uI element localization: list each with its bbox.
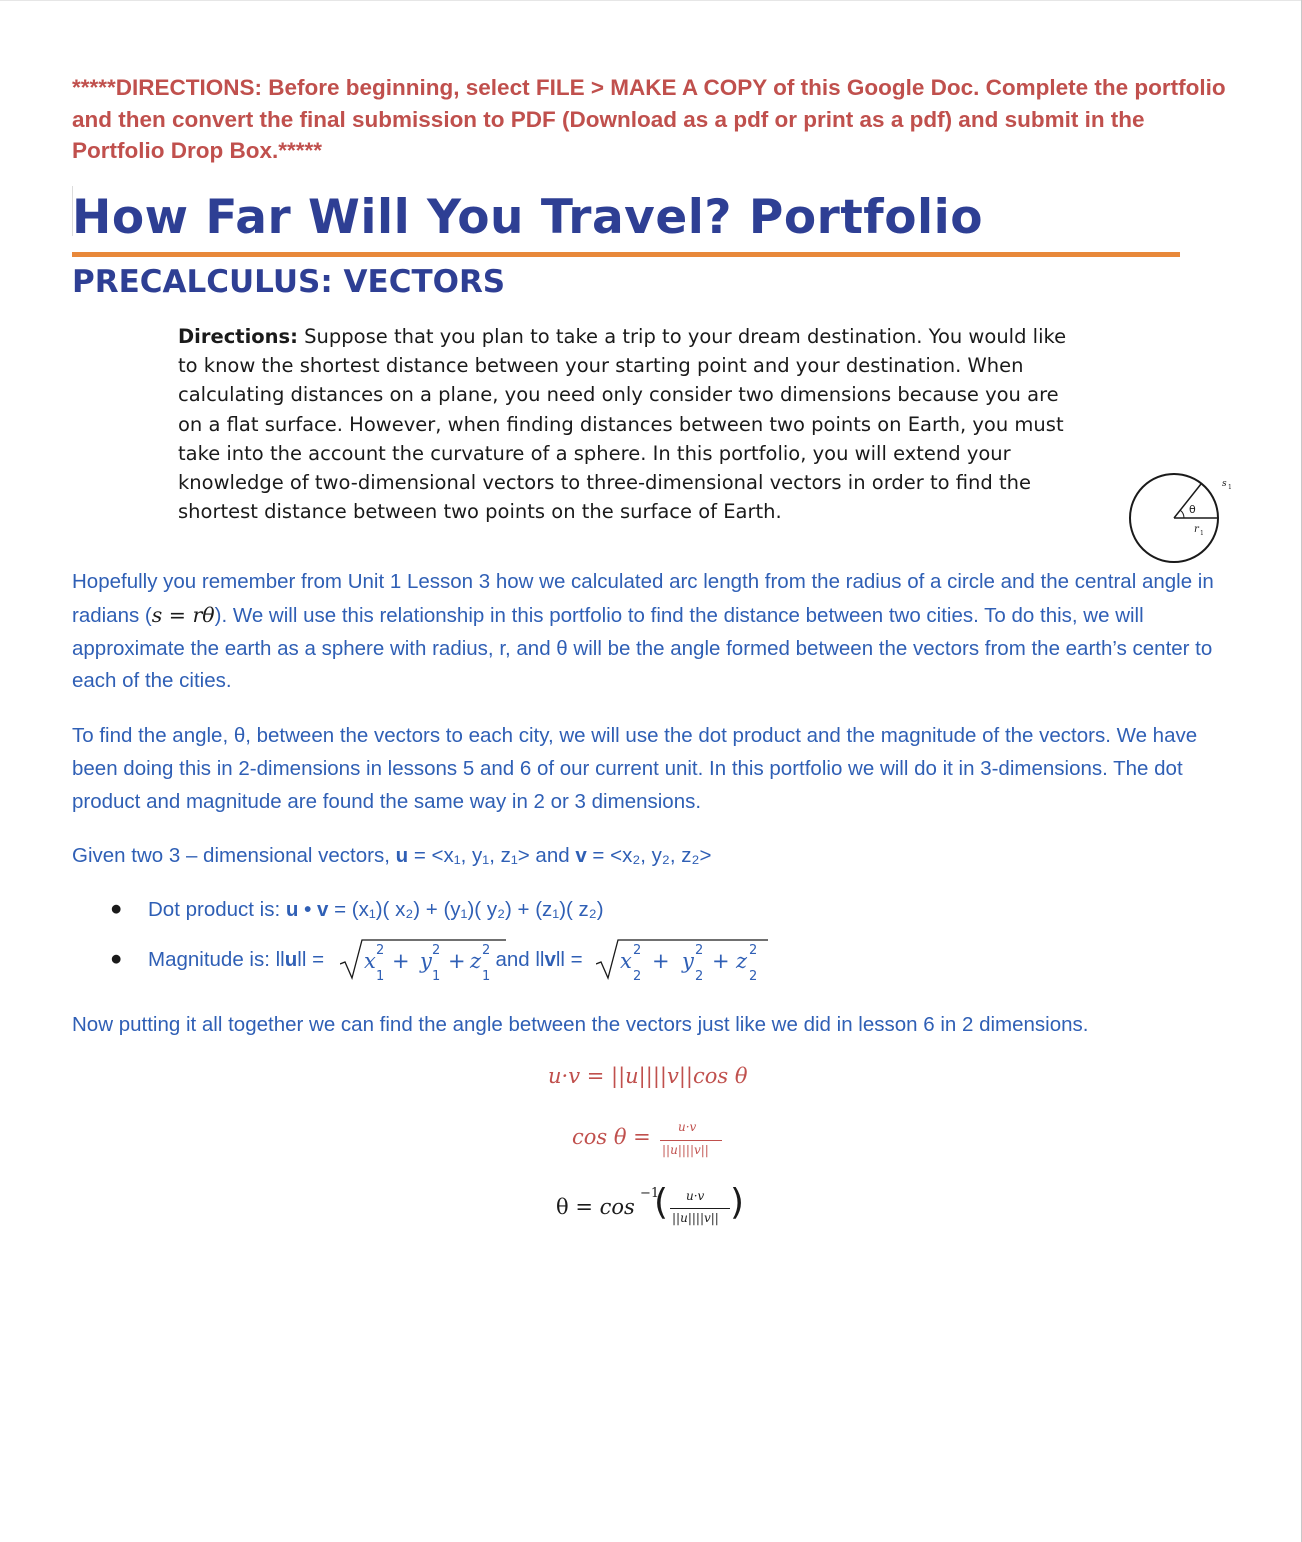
- radius-subscript: 1: [1200, 530, 1204, 537]
- dot-product-lhs: u • v: [285, 898, 329, 921]
- magnitude-and: and ll: [489, 948, 545, 971]
- rad2-z-sub: 2: [749, 969, 758, 982]
- dot-product-rhs: = (x₁)( x₂) + (y₁)( y₂) + (z₁)( z₂): [328, 898, 604, 921]
- page-subtitle: PRECALCULUS: VECTORS: [72, 264, 506, 300]
- cos-fraction-bar: [660, 1140, 722, 1141]
- given-prefix: Given two 3 – dimensional vectors,: [72, 844, 396, 867]
- vector-u-definition: = <x₁, y₁, z₁> and: [408, 844, 576, 867]
- right-paren: ): [730, 1182, 745, 1223]
- rad2-z-exp: 2: [749, 943, 758, 958]
- cos-theta-lhs: cos θ =: [572, 1125, 651, 1149]
- rad1-z: z: [470, 949, 482, 973]
- directions-text: Suppose that you plan to take a trip to your dream destination. You would like to know the shortest distance between your starting point and your destination. When calculating distances on a plane, you need only consider two dimensions because you are on a flat surface. However, when finding distances between two points on Earth, you must take into the account the curvature of a sphere. In this portfolio, you will extend your knowledge of two-dimensional vectors to three-dimensional vectors in order to find the shortest distance between two points on the surface of Earth.: [178, 325, 1067, 524]
- intro-directions: [178, 322, 1078, 526]
- paragraph1-text-a: Hopefully you remember from Unit 1 Lesson 3 how we calculated arc length from the radius of a circle and the central angle in radians (: [72, 570, 1214, 627]
- radius-label: r: [1194, 524, 1199, 535]
- dot-product-label: Dot product is:: [148, 898, 286, 921]
- rad1-z-exp: 2: [482, 943, 491, 958]
- rad2-y: y: [682, 949, 694, 973]
- theta-equation-lhs: [556, 1195, 635, 1219]
- cos-fraction-numerator: u·v: [678, 1120, 697, 1134]
- rad2-x: x: [620, 949, 632, 973]
- vector-v: v: [575, 844, 587, 867]
- rad1-x-sub: 1: [376, 969, 385, 982]
- arc-subscript: 1: [1228, 484, 1232, 491]
- magnitude-v: v: [544, 948, 556, 971]
- theta-label: θ: [1189, 503, 1196, 516]
- rad1-y-sub: 1: [432, 969, 441, 982]
- paragraph1-text-b: ). We will use this relationship in this portfolio to find the distance between two cities. To do this, we will approximate the earth as a sphere with radius, r, and θ will be the angle formed between the vectors from the earth’s center to each of the cities.: [72, 603, 1213, 693]
- arc-length-circle-diagram: [1124, 464, 1242, 572]
- page-title: How Far Will You Travel? Portfolio: [72, 190, 984, 245]
- directions-label: Directions:: [178, 325, 298, 348]
- page-top-edge: [0, 0, 1302, 1]
- title-underline: [72, 252, 1180, 257]
- arc-label: s: [1222, 479, 1227, 489]
- magnitude-v-radical: [596, 934, 772, 982]
- angle-paragraph: To find the angle, θ, between the vectors to each city, we will use the dot product and the magnitude of the vectors. We have been doing this in 2-dimensions in lessons 5 and 6 of our current unit. In this portfolio we will do it in 3-dimensions. The dot product and magnitude are found the same way in 2 or 3 dimensions.: [72, 724, 1198, 813]
- theta-fraction-denominator: ||u||||v||: [672, 1211, 719, 1225]
- arc-length-paragraph: [72, 566, 1242, 698]
- theta-fraction-bar: [670, 1208, 730, 1209]
- bullet-dot: ●: [110, 897, 123, 920]
- rad1-x: x: [364, 949, 376, 973]
- rad1-y-exp: 2: [432, 943, 441, 958]
- rad1-y: y: [420, 949, 432, 973]
- bullet-magnitude: ●: [110, 947, 123, 970]
- svg-text:+: +: [448, 949, 466, 973]
- svg-text:+: +: [392, 949, 410, 973]
- rad2-x-sub: 2: [633, 969, 642, 982]
- vector-u: u: [395, 844, 409, 867]
- magnitude-equals-1: ll =: [297, 948, 330, 971]
- inverse-exponent: −1: [640, 1186, 660, 1201]
- rad2-y-sub: 2: [695, 969, 704, 982]
- arccos-symbol: cos: [599, 1195, 635, 1219]
- magnitude-u-radical: [340, 934, 510, 982]
- rad2-z: z: [736, 949, 748, 973]
- theta-fraction-numerator: u·v: [686, 1189, 705, 1203]
- directions-banner: *****DIRECTIONS: Before beginning, select FILE > MAKE A COPY of this Google Doc. Complete the portfolio and then convert the final submission to PDF (Download as a pdf or print as a pdf) and submit in the Portfolio Drop Box.*****: [72, 75, 1226, 163]
- dot-product-cos-equation: u·v = ||u||||v||cos θ: [548, 1064, 748, 1088]
- left-paren: (: [654, 1182, 669, 1223]
- svg-text:+: +: [652, 949, 670, 973]
- theta-equals: θ =: [556, 1195, 600, 1219]
- rad1-x-exp: 2: [376, 943, 385, 958]
- magnitude-label: Magnitude is: ll: [148, 948, 285, 971]
- vector-v-definition: = <x₂, y₂, z₂>: [586, 844, 712, 867]
- svg-text:+: +: [712, 949, 730, 973]
- magnitude-equals-2: ll =: [555, 948, 583, 971]
- arc-length-formula: s = rθ: [151, 602, 215, 627]
- given-vectors-line: [72, 842, 1242, 870]
- cos-fraction-denominator: ||u||||v||: [662, 1143, 709, 1157]
- putting-together-paragraph: Now putting it all together we can find the angle between the vectors just like we did in lesson 6 in 2 dimensions.: [72, 1013, 1089, 1036]
- rad1-z-sub: 1: [482, 969, 491, 982]
- magnitude-u: u: [284, 948, 298, 971]
- second-radius-line: [1174, 484, 1201, 518]
- dot-product-line: [148, 896, 604, 924]
- rad2-x-exp: 2: [633, 943, 642, 958]
- angle-arc: [1180, 510, 1184, 518]
- rad2-y-exp: 2: [695, 943, 704, 958]
